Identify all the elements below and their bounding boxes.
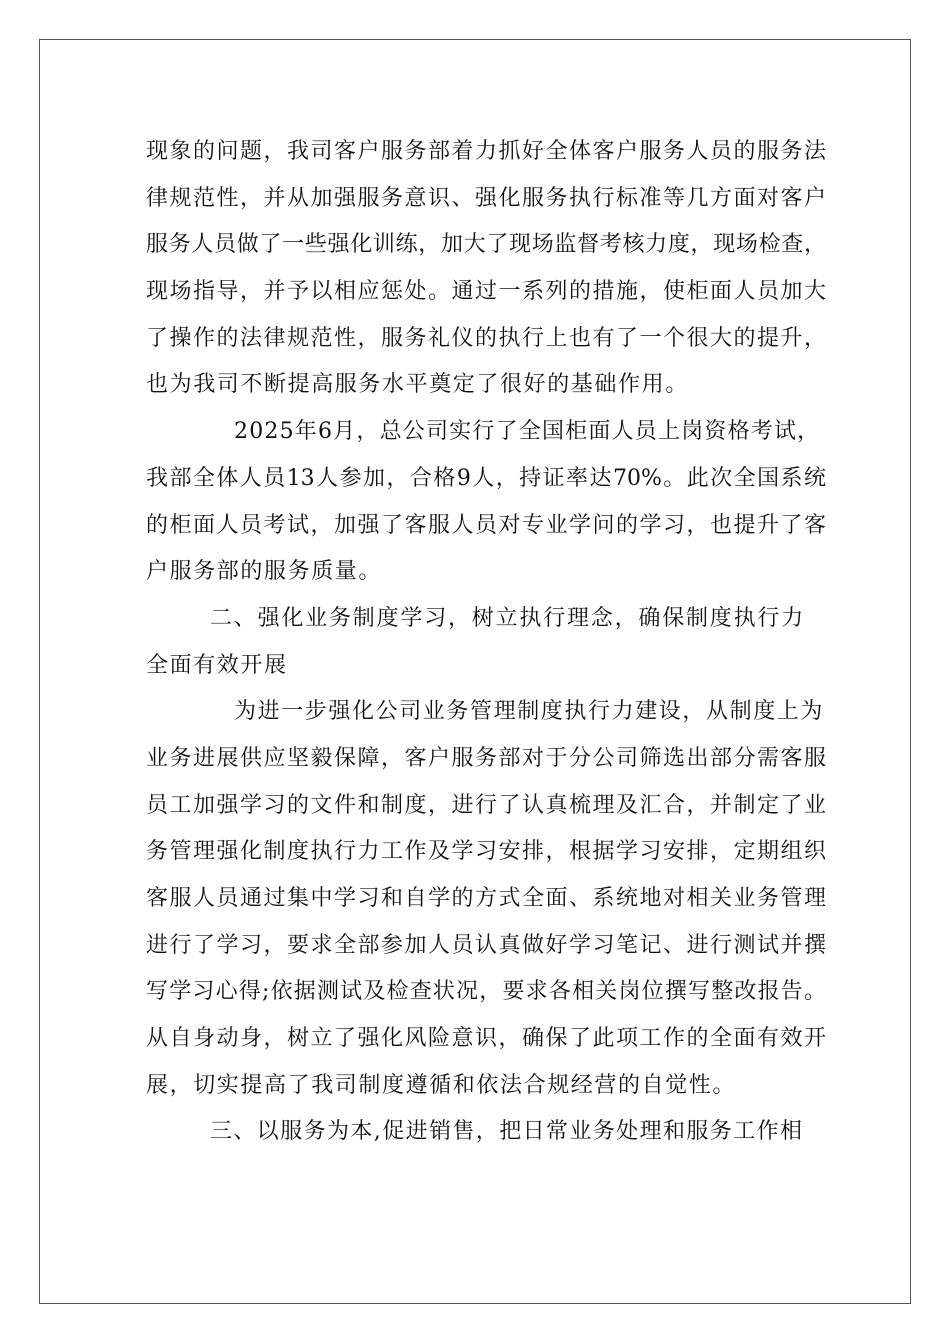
text-line: 的柜面人员考试，加强了客服人员对专业学问的学习，也提升了客 (146, 512, 826, 538)
text-line: 进行了学习，要求全部参加人员认真做好学习笔记、进行测试并撰 (146, 932, 826, 958)
text-line: 业务进展供应坚毅保障，客户服务部对于分公司筛选出部分需客服 (146, 745, 826, 771)
paragraph-qualification-exam (146, 409, 826, 596)
text-line: 现象的问题，我司客户服务部着力抓好全体客户服务人员的服务法 (146, 139, 826, 164)
text-line: 现场指导，并予以相应惩处。通过一系列的措施，使柜面人员加大 (146, 279, 826, 305)
text-line: 了操作的法律规范性，服务礼仪的执行上也有了一个很大的提升， (146, 325, 826, 351)
text-line: 写学习心得;依据测试及检查状况，要求各相关岗位撰写整改报告。 (146, 979, 826, 1005)
text-line: 展，切实提高了我司制度遵循和依法合规经营的自觉性。 (146, 1072, 737, 1098)
section-heading-3 (146, 1109, 826, 1156)
document-body (146, 129, 826, 1156)
text-line: 我部全体人员13人参加，合格9人，持证率达70%。此次全国系统 (146, 465, 826, 491)
text-line: 服务人员做了一些强化训练，加大了现场监督考核力度，现场检查， (146, 232, 826, 258)
text-line: 为进一步强化公司业务管理制度执行力建设，从制度上为 (234, 699, 825, 725)
paragraph-system-study (146, 689, 826, 1109)
text-line: 户服务部的服务质量。 (146, 559, 383, 585)
text-line: 客服人员通过集中学习和自学的方式全面、系统地对相关业务管理 (146, 886, 826, 911)
text-line: 从自身动身，树立了强化风险意识，确保了此项工作的全面有效开 (146, 1026, 826, 1052)
heading-line: 全面有效开展 (146, 652, 288, 678)
heading-line: 二、强化业务制度学习，树立执行理念，确保制度执行力 (210, 605, 806, 631)
text-line: 务管理强化制度执行力工作及学习安排，根据学习安排，定期组织 (146, 839, 826, 865)
text-line: 2025年6月，总公司实行了全国柜面人员上岗资格考试， (234, 419, 821, 445)
paragraph-service-norms (146, 129, 826, 409)
section-heading-2 (146, 596, 826, 689)
text-line: 也为我司不断提高服务水平奠定了很好的基础作用。 (146, 372, 689, 398)
heading-line: 三、以服务为本,促进销售，把日常业务处理和服务工作相 (210, 1119, 804, 1145)
text-line: 员工加强学习的文件和制度，进行了认真梳理及汇合，并制定了业 (146, 792, 826, 818)
text-line: 律规范性，并从加强服务意识、强化服务执行标准等几方面对客户 (146, 185, 826, 211)
